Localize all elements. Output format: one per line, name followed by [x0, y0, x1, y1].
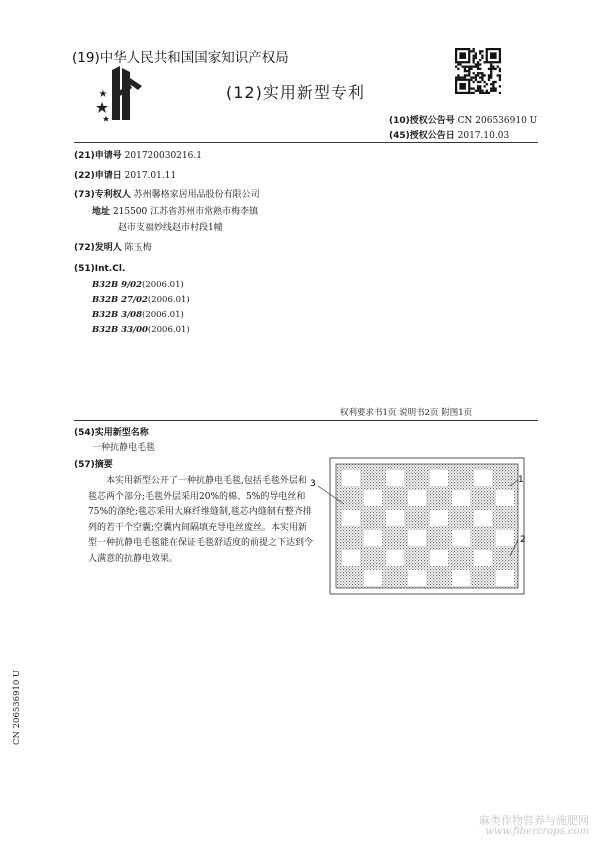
application-number-value: 201720030216.1: [124, 151, 202, 161]
application-date-value: 2017.01.11: [124, 171, 177, 181]
ipc-row-1: [92, 280, 184, 290]
ipc-code: B32B 27/02: [92, 295, 148, 305]
publication-number-label: (10)授权公告号: [389, 116, 455, 126]
application-number: [74, 148, 202, 161]
cnipa-emblem-icon: [94, 64, 146, 122]
pocket-cell: [430, 510, 448, 526]
ipc-code: B32B 33/00: [92, 325, 148, 335]
abstract-text: 本实用新型公开了一种抗静电毛毯,包括毛毯外层和毯芯两个部分;毛毯外层采用20%的棉、5%的导电丝和75%的涤纶;毯芯采用大麻纤维缝制,毯芯内缝制有整齐排列的若干个空囊;空囊内间隔填充导电丝废丝。本实用新型一种抗静电毛毯能在保证毛毯舒适度的前提之下达到令人满意的抗静电效果。: [88, 476, 314, 564]
pocket-cell: [496, 490, 514, 506]
pocket-cell: [452, 530, 470, 546]
watermark-line-1: 麻类作物营养与施肥网: [479, 814, 589, 827]
intcl-label-text: (51)Int.Cl.: [74, 264, 126, 274]
pages-info: 权利要求书1页 说明书2页 附图1页: [340, 408, 473, 418]
patentee-label: (73)专利权人: [74, 190, 131, 200]
pocket-cell: [364, 490, 382, 506]
pocket-cell: [496, 570, 514, 586]
pocket-cell: [430, 550, 448, 566]
callout-label-3: 3: [310, 479, 316, 489]
address-line-1: 215500 江苏省苏州市常熟市梅李镇: [112, 207, 259, 217]
title-label-text: (54)实用新型名称: [74, 428, 149, 438]
qr-code-icon[interactable]: [455, 48, 501, 94]
pocket-cell: [430, 470, 448, 486]
ipc-code: B32B 3/08: [92, 310, 143, 320]
publication-date-label: (45)授权公告日: [389, 131, 455, 141]
pocket-cell: [452, 490, 470, 506]
application-date-label: (22)申请日: [74, 171, 122, 181]
utility-model-title: [92, 440, 155, 453]
callout-label-1: 1: [518, 475, 524, 485]
pocket-cell: [452, 570, 470, 586]
header-divider: [74, 142, 538, 143]
ipc-code: B32B 9/02: [92, 280, 143, 290]
abstract-label: [74, 457, 113, 470]
ipc-row-2: [92, 295, 190, 305]
patentee-value: 苏州馨格家居用品股份有限公司: [133, 190, 260, 200]
pocket-cell: [496, 530, 514, 546]
abstract-label-text: (57)摘要: [74, 460, 113, 470]
publication-number: [389, 113, 537, 126]
pocket-cell: [474, 510, 492, 526]
inventor: [74, 240, 152, 253]
pocket-cell: [364, 570, 382, 586]
inventor-label: (72)发明人: [74, 243, 122, 253]
section-divider: [74, 420, 538, 421]
pocket-cell: [342, 550, 360, 566]
pocket-cell: [408, 490, 426, 506]
application-number-label: (21)申请号: [74, 151, 122, 161]
ipc-version: (2006.01): [147, 295, 190, 305]
intcl-label: [74, 264, 125, 274]
pocket-cell: [386, 550, 404, 566]
ipc-version: (2006.01): [142, 280, 184, 290]
pocket-cell: [342, 510, 360, 526]
pocket-cell: [474, 550, 492, 566]
address: [92, 204, 258, 217]
address-line-2: [118, 220, 223, 233]
address-line-2-text: 赵市支福妙线赵市村段1幢: [118, 223, 223, 233]
title-value: 一种抗静电毛毯: [92, 443, 156, 453]
callout-label-2: 2: [520, 535, 526, 545]
patentee: [74, 187, 260, 200]
address-label: 地址: [92, 207, 111, 217]
pocket-cell: [386, 510, 404, 526]
ipc-row-4: [92, 325, 190, 335]
application-date: [74, 168, 176, 181]
document-type-title: (12)实用新型专利: [226, 83, 365, 102]
pocket-cell: [342, 470, 360, 486]
publication-number-value: CN 206536910 U: [457, 116, 538, 126]
pocket-cell: [364, 530, 382, 546]
patent-office-title: (19)中华人民共和国国家知识产权局: [72, 50, 289, 66]
pocket-cell: [386, 470, 404, 486]
ipc-version: (2006.01): [142, 310, 184, 320]
publication-date-value: 2017.10.03: [457, 131, 510, 141]
ipc-row-3: [92, 310, 184, 320]
pocket-cell: [408, 530, 426, 546]
pocket-cell: [408, 570, 426, 586]
pocket-cell: [474, 470, 492, 486]
side-publication-code: CN 206536910 U: [12, 669, 22, 745]
blanket-figure: [304, 452, 538, 600]
publication-date: [389, 128, 509, 141]
inventor-value: 陈玉梅: [124, 243, 152, 253]
watermark-line-2: www.fibercrops.com: [485, 826, 589, 837]
ipc-version: (2006.01): [147, 325, 190, 335]
utility-model-title-label: [74, 425, 149, 438]
